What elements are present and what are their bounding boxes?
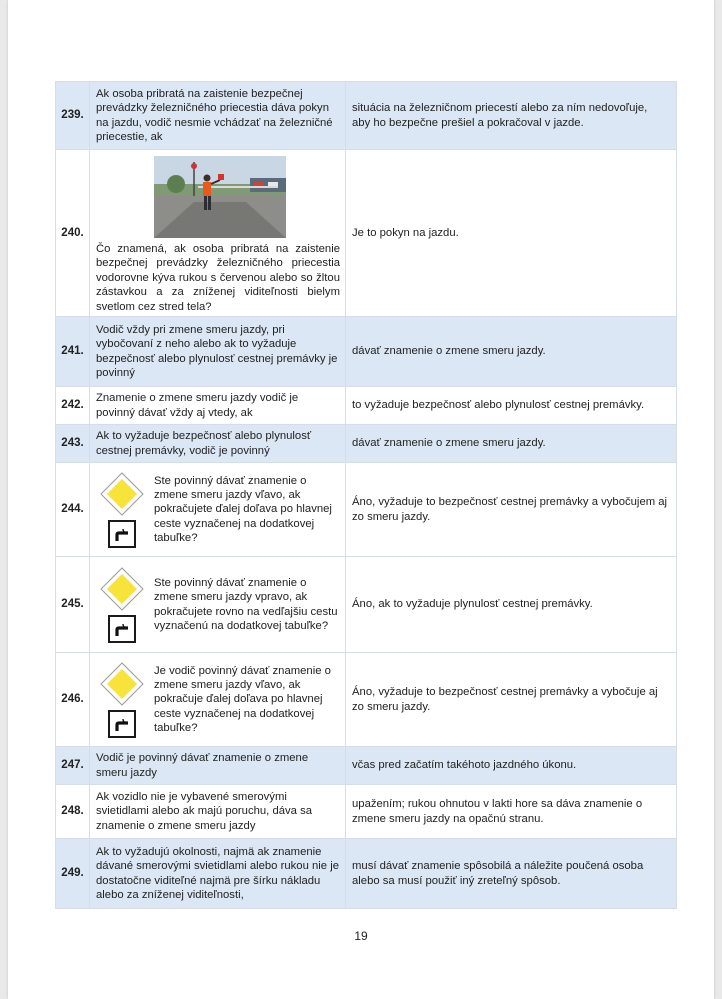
answer-text: dávať znamenie o zmene smeru jazdy. — [346, 425, 677, 463]
main-road-direction-plate-icon — [108, 520, 136, 548]
question-number: 244. — [56, 463, 90, 557]
question-text: Ste povinný dávať znamenie o zmene smeru jazdy vľavo, ak pokračujete ďalej doľava po hlavnej ceste vyznačenej na dodatkovej tabuľke? — [154, 474, 332, 545]
question-number: 239. — [56, 82, 90, 150]
question-text: Ak to vyžadujú okolnosti, najmä ak znamenie dávané smerovými svietidlami alebo rukou nie je dostatočne viditeľné najmä pre šírku nákladu alebo za zníženej viditeľnosti, — [90, 839, 346, 909]
main-road-direction-plate-icon — [108, 615, 136, 643]
answer-text: Áno, ak to vyžaduje plynulosť cestnej premávky. — [346, 557, 677, 653]
question-number: 240. — [56, 150, 90, 317]
question-text: Vodič je povinný dávať znamenie o zmene smeru jazdy — [90, 747, 346, 785]
table-row — [56, 747, 677, 785]
question-number: 242. — [56, 387, 90, 425]
question-answer-table — [55, 81, 677, 909]
answer-text: Je to pokyn na jazdu. — [346, 150, 677, 317]
page-number: 19 — [354, 929, 368, 943]
question-text: Čo znamená, ak osoba pribratá na zaistenie bezpečnej prevádzky železničného priecestia vodorovne kýva rukou s červenou alebo so žltou zástavkou a za zníženej viditeľnosti bielym svetlom cez stred tela? — [96, 243, 340, 313]
table-row — [56, 785, 677, 839]
main-road-sign-icon — [100, 472, 144, 516]
answer-text: situácia na železničnom priecestí alebo za ním nedovoľuje, aby ho bezpečne prešiel a pokračoval v jazde. — [346, 82, 677, 150]
table-row — [56, 387, 677, 425]
table-row — [56, 82, 677, 150]
question-number: 247. — [56, 747, 90, 785]
question-number: 243. — [56, 425, 90, 463]
answer-text: Áno, vyžaduje to bezpečnosť cestnej premávky a vybočujem aj zo smeru jazdy. — [346, 463, 677, 557]
answer-text: Áno, vyžaduje to bezpečnosť cestnej premávky a vybočuje aj zo smeru jazdy. — [346, 653, 677, 747]
question-number: 245. — [56, 557, 90, 653]
railway-crossing-flagger-photo — [154, 156, 286, 238]
answer-text: to vyžaduje bezpečnosť alebo plynulosť cestnej premávky. — [346, 387, 677, 425]
table-row — [56, 317, 677, 387]
question-number: 241. — [56, 317, 90, 387]
table-row — [56, 653, 677, 747]
question-text: Ak to vyžaduje bezpečnosť alebo plynulosť cestnej premávky, vodič je povinný — [90, 425, 346, 463]
table-row — [56, 557, 677, 653]
table-row — [56, 463, 677, 557]
question-number: 248. — [56, 785, 90, 839]
question-text: Znamenie o zmene smeru jazdy vodič je povinný dávať vždy aj vtedy, ak — [90, 387, 346, 425]
main-road-sign-icon — [100, 662, 144, 706]
table-row — [56, 150, 677, 317]
question-number: 249. — [56, 839, 90, 909]
answer-text: včas pred začatím takéhoto jazdného úkonu. — [346, 747, 677, 785]
question-text: Ak vozidlo nie je vybavené smerovými svietidlami alebo ak majú poruchu, dáva sa znamenie o zmene smeru jazdy — [90, 785, 346, 839]
question-text: Ak osoba pribratá na zaistenie bezpečnej prevádzky železničného priecestia dáva pokyn na jazdu, vodič nesmie vchádzať na železničné priecestie, ak — [90, 82, 346, 150]
answer-text: dávať znamenie o zmene smeru jazdy. — [346, 317, 677, 387]
answer-text: musí dávať znamenie spôsobilá a náležite poučená osoba alebo sa musí použiť iný zreteľný spôsob. — [346, 839, 677, 909]
question-text: Je vodič povinný dávať znamenie o zmene smeru jazdy vľavo, ak pokračuje ďalej doľava po hlavnej ceste vyznačenej na dodatkovej tabuľke? — [154, 664, 331, 735]
main-road-direction-plate-icon — [108, 710, 136, 738]
question-number: 246. — [56, 653, 90, 747]
question-text: Vodič vždy pri zmene smeru jazdy, pri vybočovaní z neho alebo ak to vyžaduje bezpečnosť alebo plynulosť cestnej premávky je povinný — [90, 317, 346, 387]
answer-text: upažením; rukou ohnutou v lakti hore sa dáva znamenie o zmene smeru jazdy na opačnú stranu. — [346, 785, 677, 839]
table-row — [56, 425, 677, 463]
table-row — [56, 839, 677, 909]
main-road-sign-icon — [100, 567, 144, 611]
question-text: Ste povinný dávať znamenie o zmene smeru jazdy vpravo, ak pokračujete rovno na vedľajšiu cestu vyznačenú na dodatkovej tabuľke? — [154, 576, 338, 632]
document-page — [8, 0, 714, 999]
